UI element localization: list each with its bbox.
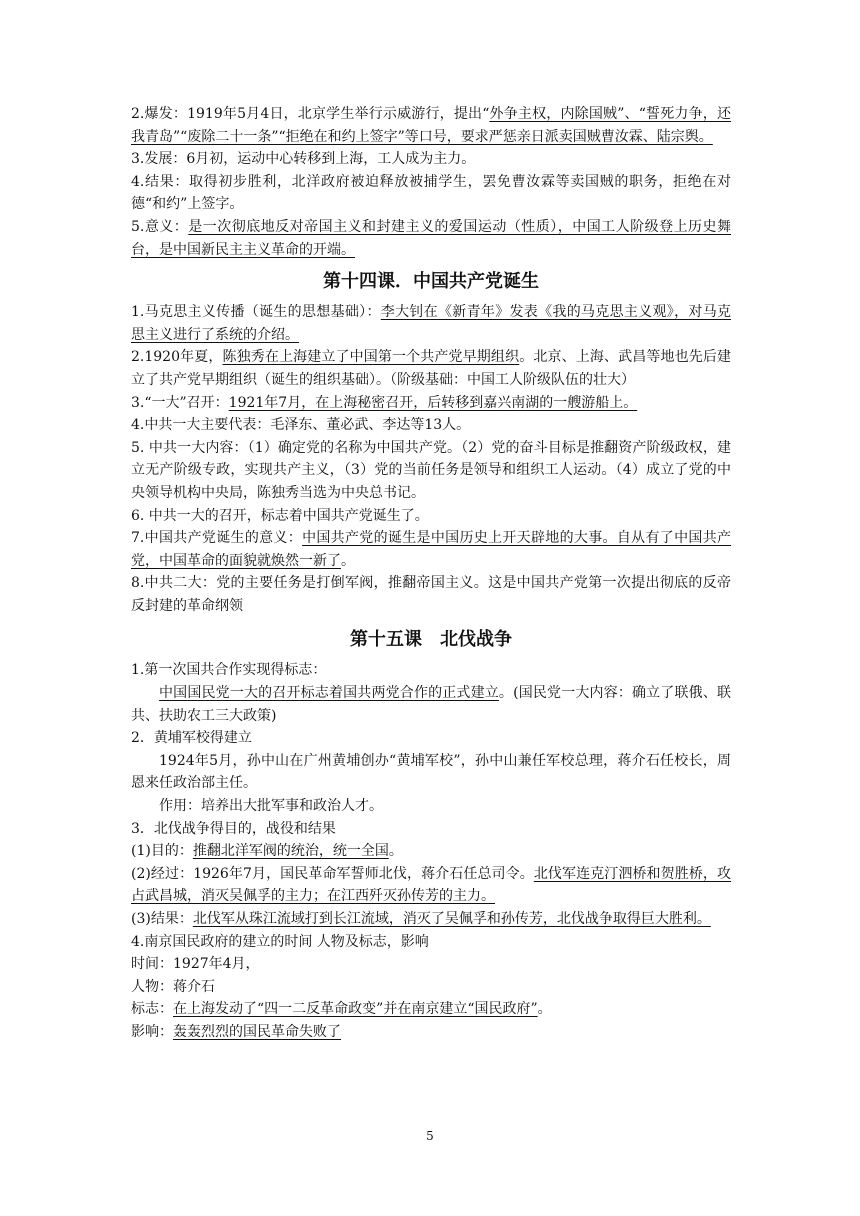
underlined-text: 李大钊在《新青年》发表《我的马克思主义观》，对马克思主义进行了系统的介绍。 (131, 304, 732, 343)
text: 标志： (131, 1001, 173, 1018)
underlined-text: 是一次彻底地反对帝国主义和封建主义的爱国运动（性质），中国工人阶级登上历史舞台，是中国新民主主义革命的开端。 (131, 218, 732, 258)
paragraph-result: 4.结果：取得初步胜利，北洋政府被迫释放被捕学生，罢免曹汝霖等卖国贼的职务，拒绝在对德“和约”上签字。 (131, 173, 731, 213)
paragraph-development: 3.发展：6月初，运动中心转移到上海，工人成为主力。 (131, 151, 476, 168)
paragraph-whampoa-heading: 2．黄埔军校得建立 (131, 730, 252, 747)
underlined-text: 轰轰烈烈的国民革命失败了 (173, 1023, 341, 1040)
paragraph-outbreak (131, 103, 731, 148)
text: 。 (341, 552, 355, 569)
paragraph-marxism (131, 301, 731, 346)
text: 5.意义： (131, 218, 189, 235)
text: 1.马克思主义传播（诞生的思想基础）： (131, 304, 381, 321)
underlined-text: 中国国民党一大的召开标志着国共两党合作的正式建立 (159, 685, 499, 702)
text: (2)经过：1926年7月，国民革命军誓师北伐，蒋介石任总司令。 (131, 865, 534, 882)
text: 7.中国共产党诞生的意义： (131, 530, 303, 547)
underlined-text: 在上海发动了“四一二反革命政变”并在南京建立“国民政府” (173, 1001, 538, 1018)
underlined-text: 北伐军连克汀泗桥和贺胜桥，攻占武昌城，消灭吴佩孚的主力；在江西歼灭孙传芳的主力。 (131, 865, 732, 905)
underlined-text: 北伐军从珠江流域打到长江流域，消灭了吴佩孚和孙传芳，北伐战争取得巨大胜利。 (192, 911, 711, 927)
document-page (131, 103, 731, 1044)
text: 影响： (131, 1023, 173, 1040)
paragraph-significance (131, 216, 731, 261)
underlined-text: 外争主权，内除国贼”、“誓死力争，还我青岛”“废除二十一条”“拒绝在和约上签字”等口号，要求严惩亲日派卖国贼曹汝霖、陆宗舆。 (131, 106, 731, 145)
underlined-text: 中国共产党的诞生是中国历史上开天辟地的大事。自从有了中国共产党，中国革命的面貌就焕然一新了 (131, 530, 732, 569)
text: (1)目的： (131, 843, 193, 860)
text: 2.爆发：1919年5月4日，北京学生举行示威游行，提出“ (131, 106, 490, 122)
paragraph-nanjing-sign (131, 998, 731, 1021)
paragraph-nanjing-time: 时间：1927年4月， (131, 956, 260, 973)
paragraph-representatives: 4.中共一大主要代表：毛泽东、董必武、李达等13人。 (131, 417, 471, 434)
paragraph-whampoa: 1924年5月，孙中山在广州黄埔创办“黄埔军校”，孙中山兼任军校总理，蒋介石任校长，周恩来任政治部主任。 (131, 752, 731, 792)
paragraph-nanjing-impact (131, 1021, 731, 1044)
lesson-14-title: 第十四课．中国共产党诞生 (323, 271, 539, 293)
paragraph-party-founded: 6. 中共一大的召开，标志着中国共产党诞生了。 (131, 507, 429, 524)
paragraph-nanjing-person: 人物：蒋介石 (131, 978, 215, 995)
underlined-text: 推翻北洋军阀的统治，统一全国 (192, 843, 389, 860)
paragraph-early-organization (131, 346, 731, 391)
paragraph-cooperation-heading: 1.第一次国共合作实现得标志： (131, 662, 327, 679)
text: 。 (537, 1001, 552, 1018)
paragraph-second-congress: 8.中共二大：党的主要任务是打倒军阀，推翻帝国主义。这是中国共产党第一次提出彻底的反帝反封建的革命纲领 (131, 575, 731, 614)
paragraph-cooperation (131, 682, 731, 727)
lesson-15-title: 第十五课 北伐战争 (350, 629, 512, 651)
text: 。 (388, 843, 403, 860)
text: 3.“一大”召开： (131, 394, 229, 411)
paragraph-whampoa-role: 作用：培养出大批军事和政治人才。 (159, 798, 383, 815)
underlined-text: 陈独秀在上海建立了中国第一个共产党早期组织 (222, 349, 520, 366)
page-number: 5 (426, 1129, 434, 1143)
text: 。(国民党一大内容：确立了联俄、联共、扶助农工三大政策) (131, 685, 731, 724)
paragraph-founding-significance (131, 527, 731, 572)
paragraph-expedition-goal (131, 840, 731, 863)
paragraph-first-congress (131, 392, 731, 415)
text: 。北京、上海、武昌等地也先后建立了共产党早期组织（诞生的组织基础）。（阶级基础：中国工人阶级队伍的壮大） (131, 349, 731, 388)
text: (3)结果： (131, 911, 193, 927)
paragraph-expedition-heading: 3．北伐战争得目的，战役和结果 (131, 820, 336, 837)
paragraph-congress-content: 5. 中共一大内容：（1）确定党的名称为中国共产党。（2）党的奋斗目标是推翻资产阶级政权，建立无产阶级专政，实现共产主义，（3）党的当前任务是领导和组织工人运动。（4）成立了党的中央领导机构中央局，陈独秀当选为中央总书记。 (131, 439, 731, 501)
underlined-text: 1921年7月，在上海秘密召开，后转移到嘉兴南湖的一艘游船上。 (228, 394, 638, 411)
paragraph-nanjing-heading: 4.南京国民政府的建立的时间 人物及标志，影响 (131, 933, 429, 950)
paragraph-expedition-result (131, 908, 731, 931)
paragraph-expedition-process (131, 863, 731, 908)
text: 2.1920年夏， (131, 349, 223, 366)
